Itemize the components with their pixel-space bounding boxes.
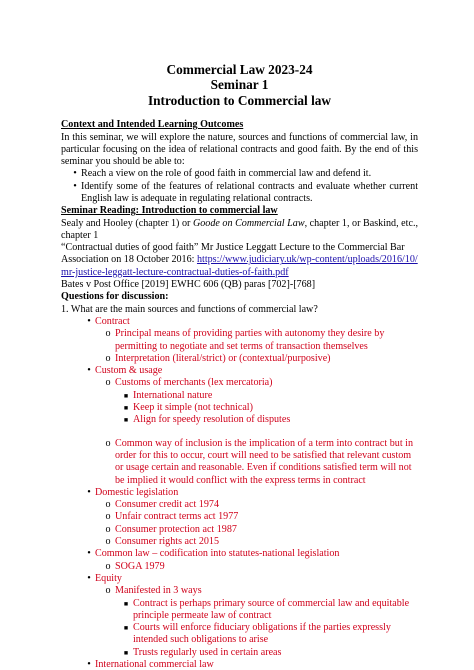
- document-title: [61, 62, 418, 108]
- list-item: [61, 585, 418, 597]
- source-equity: [61, 573, 418, 585]
- point-text: Customs of merchants (lex mercatoria): [115, 377, 273, 389]
- point-text: Trusts regularly used in certain areas: [133, 646, 282, 658]
- bullet-icon: •: [87, 486, 91, 498]
- circle-bullet-icon: o: [105, 536, 111, 548]
- point-text: Keep it simple (not technical): [133, 402, 253, 414]
- questions-heading: Questions for discussion:: [61, 291, 169, 303]
- list-item: [61, 622, 418, 647]
- outcome-text: Identify some of the features of relational contracts and evaluate whether current English law is adequate in regulating relational contracts.: [81, 180, 418, 204]
- reading-text: Sealy and Hooley (chapter 1) or: [61, 217, 193, 229]
- reading-textbooks: [61, 218, 418, 243]
- square-bullet-icon: ■: [123, 391, 129, 400]
- list-item: [61, 377, 418, 389]
- question-1: 1. What are the main sources and functions of commercial law?: [61, 303, 318, 315]
- source-label: International commercial law: [95, 658, 214, 670]
- list-item: [61, 499, 418, 511]
- point-text: Manifested in 3 ways: [115, 585, 202, 597]
- source-common-law: [61, 548, 418, 560]
- list-item: [61, 647, 418, 659]
- source-label: Domestic legislation: [95, 486, 179, 498]
- list-item: [61, 536, 418, 548]
- reading-text: , chapter 1, or Baskind, etc., chapter 1: [61, 217, 418, 241]
- seminar-number: Seminar 1: [210, 77, 269, 93]
- list-item: [61, 438, 418, 487]
- spacer: [61, 108, 418, 119]
- outcomes-list: [61, 168, 418, 205]
- point-text: Consumer rights act 2015: [115, 536, 220, 548]
- list-item: [61, 524, 418, 536]
- list-item: [61, 414, 418, 426]
- reading-heading: Seminar Reading: Introduction to commercial law: [61, 205, 278, 217]
- list-item: [61, 511, 418, 523]
- outcome-item: [61, 168, 418, 180]
- outcome-item: [61, 181, 418, 206]
- source-label: Equity: [95, 572, 122, 584]
- square-bullet-icon: ■: [123, 404, 129, 413]
- bullet-icon: •: [87, 548, 91, 560]
- circle-bullet-icon: o: [105, 585, 111, 597]
- reading-lecture-text: “Contractual duties of good faith” Mr Justice Leggatt Lecture to the Commercial Bar Association on 18 October 2016:: [61, 242, 405, 266]
- circle-bullet-icon: o: [105, 523, 111, 535]
- spacer: [61, 427, 418, 438]
- list-item: [61, 598, 418, 623]
- course-title: Commercial Law 2023-24: [166, 62, 313, 77]
- point-text: Common way of inclusion is the implication of a term into contract but in order for this to occur, court will need to be satisfied that relevant custom or usage certain and reasonable. Even if conditions satisfied term will not be implied it would conflict with the express terms in contract: [115, 437, 413, 486]
- list-item: [61, 353, 418, 365]
- point-text: Consumer protection act 1987: [115, 523, 237, 535]
- circle-bullet-icon: o: [105, 560, 111, 572]
- source-international: [61, 659, 418, 670]
- source-domestic-legislation: [61, 487, 418, 499]
- source-label: Custom & usage: [95, 365, 163, 377]
- seminar-topic: Introduction to Commercial law: [147, 92, 332, 108]
- point-text: Consumer credit act 1974: [115, 499, 219, 511]
- context-heading: Context and Intended Learning Outcomes: [61, 119, 244, 131]
- list-item: [61, 561, 418, 573]
- point-text: Interpretation (literal/strict) or (contextual/purposive): [115, 352, 331, 364]
- outcome-text: Reach a view on the role of good faith in commercial law and defend it.: [81, 168, 372, 180]
- list-item: [61, 390, 418, 402]
- source-custom: [61, 365, 418, 377]
- square-bullet-icon: ■: [123, 599, 129, 608]
- circle-bullet-icon: o: [105, 328, 111, 340]
- list-item: [61, 402, 418, 414]
- context-intro: In this seminar, we will explore the nature, sources and functions of commercial law, in particular focusing on the idea of relational contracts and good faith. By the end of this seminar you should be able to:: [61, 131, 418, 168]
- reading-case: Bates v Post Office [2019] EWHC 606 (QB) paras [702]-[768]: [61, 279, 316, 291]
- square-bullet-icon: ■: [123, 648, 129, 657]
- square-bullet-icon: ■: [123, 624, 129, 633]
- source-contract: [61, 316, 418, 328]
- circle-bullet-icon: o: [105, 499, 111, 511]
- bullet-icon: •: [87, 365, 91, 377]
- bullet-icon: •: [73, 168, 77, 180]
- list-item: [61, 328, 418, 353]
- square-bullet-icon: ■: [123, 416, 129, 425]
- circle-bullet-icon: o: [105, 352, 111, 364]
- point-text: Principal means of providing parties with autonomy they desire by permitting to negotiate and set terms of transaction themselves: [115, 328, 385, 352]
- source-label: Common law – codification into statutes-national legislation: [95, 548, 340, 560]
- bullet-icon: •: [87, 315, 91, 327]
- point-text: Align for speedy resolution of disputes: [133, 414, 291, 426]
- lecture-link[interactable]: https://www.judiciary.uk/wp-content/uploads/2016/10/mr-justice-leggatt-lecture-contractual-duties-of-faith.pdf: [61, 254, 418, 278]
- circle-bullet-icon: o: [105, 377, 111, 389]
- circle-bullet-icon: o: [105, 437, 111, 449]
- point-text: International nature: [133, 389, 213, 401]
- point-text: Contract is perhaps primary source of commercial law and equitable principle permeate law of contract: [133, 597, 410, 621]
- reading-book-title: Goode on Commercial Law: [192, 217, 305, 229]
- bullet-icon: •: [87, 572, 91, 584]
- point-text: Unfair contract terms act 1977: [115, 511, 239, 523]
- source-label: Contract: [95, 315, 130, 327]
- point-text: Courts will enforce fiduciary obligations if the parties expressly intended such obligations to arise: [133, 622, 391, 646]
- reading-lecture: [61, 242, 418, 279]
- bullet-icon: •: [73, 180, 77, 192]
- point-text: SOGA 1979: [115, 560, 165, 572]
- circle-bullet-icon: o: [105, 511, 111, 523]
- bullet-icon: •: [87, 658, 91, 670]
